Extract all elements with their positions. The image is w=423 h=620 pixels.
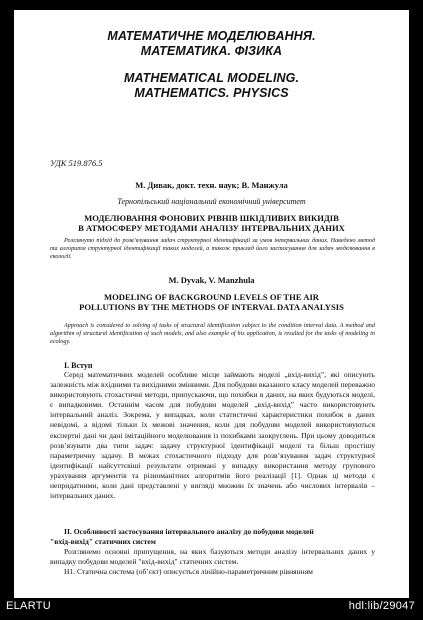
header-en-line1: MATHEMATICAL MODELING. xyxy=(123,71,300,85)
document-page xyxy=(14,10,409,598)
title-en-line2: POLLUTIONS BY THE METHODS OF INTERVAL DATA ANALYSIS xyxy=(79,302,344,312)
section2-para2: Н1. Статична система (об’єкт) описується лінійно-параметричним рівнянням xyxy=(64,567,313,576)
header-ua-line2: МАТЕМАТИКА. ФІЗИКА xyxy=(140,44,283,58)
affiliation-ua: Тернопільський національний економічний університет xyxy=(117,197,306,206)
section1-heading: І. Вступ xyxy=(64,361,93,370)
abstract-ua: Розглянуто підхід до розв’язування задач структурної ідентифікації за умов інтервальних даних. Наведено метод та алгоритм структурної ідентифікації таких моделей, а також приклад його застосування для задач моделювання в екології. xyxy=(50,237,375,260)
section2-heading-line2: "вхід-вихід" статичних систем xyxy=(50,537,156,546)
abstract-en: Approach is considered to solving of tasks of structural identification subject to the condition interval data. A method and algorithm of structural identification of such models, and also example of his application, is resulted for the tasks of modeling in ecology. xyxy=(50,322,375,345)
footer-handle-label: hdl:lib/29047 xyxy=(348,600,415,612)
section2-heading-line1: ІІ. Особливості застосування інтервального аналізу до побудови моделей xyxy=(64,527,314,536)
title-ua-line2: В АТМОСФЕРУ МЕТОДАМИ АНАЛІЗУ ІНТЕРВАЛЬНИХ ДАНИХ xyxy=(78,223,345,233)
authors-en: M. Dyvak, V. Manzhula xyxy=(168,275,255,285)
udk-code: УДК 519.876.5 xyxy=(50,158,103,168)
section1-text: Серед математичних моделей особливе місце займають моделі „вхід-вихід”, які описують залежність між вхідними та вихідними змінними. Для побудови вказаного класу моделей переважно використовують стохастичні методи, припускаючи, що похибки в даних, на яких будуються моделі, є випадковими. Останнім часом для побудови моделей „вхід-вихід” часто використовують інтервальний аналіз. Зокрема, у випадках, коли статистичні характеристики похибок в даних невідомі, а відомі тільки їх межові значення, коли для побудови моделей використовуються експертні дані чи дані імітаційного моделювання із похибками заокруглень. При цьому доводиться розв’язувати два типи задач: задачу структурної ідентифікації моделі та більш простішу параметричну задачу. В межах стохастичного підходу для розв’язування задач структурної ідентифікації найсуттєвіші результати отримані у випадку використання методу групового урахування аргументів та різноманітних алгоритмів його реалізації [1]. Однак ці методи є непридатними, коли дані представлені у вигляді множин їх значень або числових інтервалів – інтервальних даних. xyxy=(50,370,375,501)
footer-repository-label: ELARTU xyxy=(6,600,51,612)
title-ua-line1: МОДЕЛЮВАННЯ ФОНОВИХ РІВНІВ ШКІДЛИВИХ ВИКИДІВ xyxy=(84,213,339,223)
header-en-line2: MATHEMATICS. PHYSICS xyxy=(134,86,289,100)
title-en-line1: MODELING OF BACKGROUND LEVELS OF THE AIR xyxy=(103,292,320,302)
section2-para1: Розглянемо основні припущення, на яких базуються методи аналізу інтервальних даних у випадку побудови моделей "вхід-вихід" статичних систем. xyxy=(50,547,375,567)
header-ua-line1: МАТЕМАТИЧНЕ МОДЕЛЮВАННЯ. xyxy=(107,29,316,43)
authors-ua: М. Дивак, докт. техн. наук; В. Манжула xyxy=(135,180,288,190)
